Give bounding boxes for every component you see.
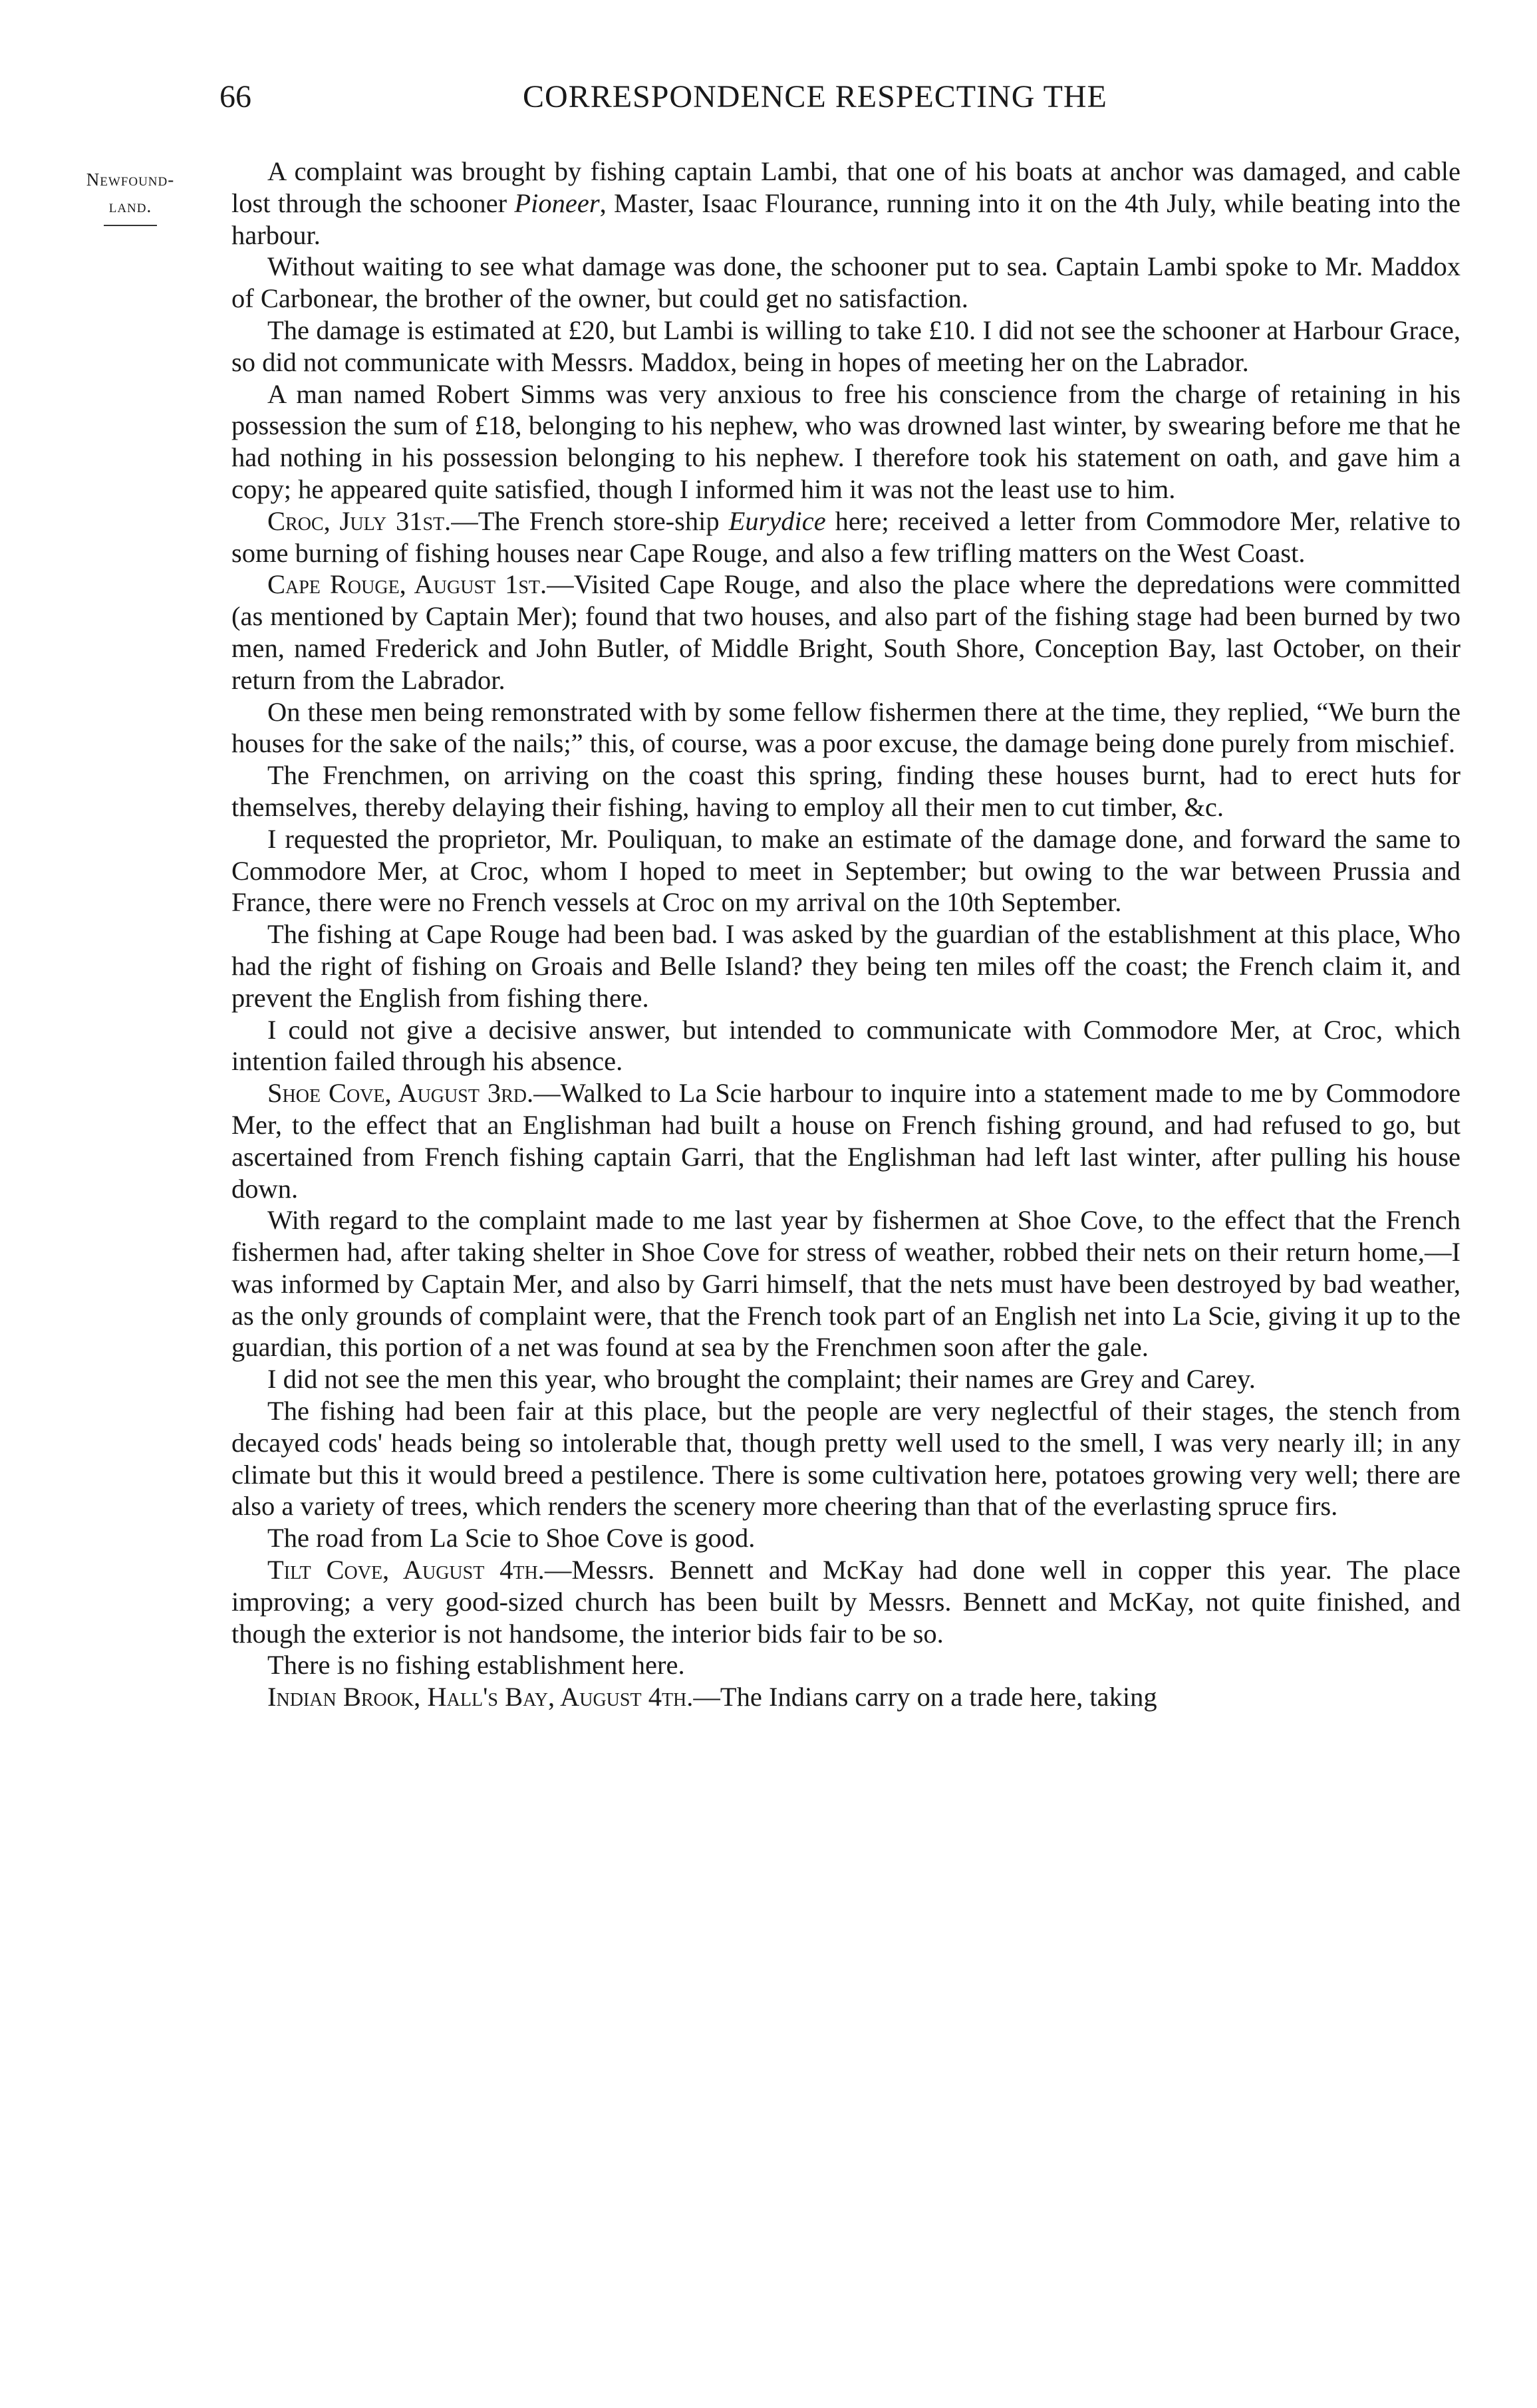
paragraph-stages: The fishing had been fair at this place, but the people are very neglectful of their stages, the stench from decayed cods' heads being so intolerable that, though pretty well used to the smell, I was very nearly ill; in any climate but this it would breed a pestilence. There is some cultivation here, potatoes growing very well; there are also a variety of trees, which renders the scenery more cheering than that of the everlasting spruce firs. [231, 1396, 1461, 1522]
place-heading: Croc, July 31st. [267, 505, 452, 536]
place-heading: Indian Brook, Hall's Bay, August 4th. [267, 1682, 694, 1712]
place-heading: Tilt Cove, August 4th. [267, 1555, 545, 1585]
paragraph-robert-simms: A man named Robert Simms was very anxious to free his conscience from the charge of retaining in his possession the sum of £18, belonging to his nephew, who was drowned last winter, by swearing before me that he had nothing in his possession belonging to his nephew. I therefore took his statement on oath, and gave him a copy; he appeared quite satisfied, though I informed him it was not the least use to him. [231, 378, 1461, 504]
paragraph-indian-brook: Indian Brook, Hall's Bay, August 4th.—The Indians carry on a trade here, taking [267, 1682, 1157, 1712]
paragraph-remonstrated: On these men being remonstrated with by some fellow fishermen there at the time, they replied, “We burn the houses for the sake of the nails;” this, of course, was a poor excuse, the damage being done purely from mischief. [231, 696, 1461, 759]
report-body [231, 156, 1461, 1713]
paragraph-estimate-request: I requested the proprietor, Mr. Pouliquan, to make an estimate of the damage done, and forward the same to Commodore Mer, at Croc, whom I hoped to meet in September; but owing to the war between Prussia and France, there were no French vessels at Croc on my arrival on the 10th September. [231, 823, 1461, 918]
running-head: CORRESPONDENCE RESPECTING THE [523, 79, 1107, 114]
margin-note-line-1: Newfound- [86, 170, 175, 190]
paragraph-shoe-cove: Shoe Cove, August 3rd.—Walked to La Scie harbour to inquire into a statement made to me by Commodore Mer, to the effect that an Englishman had built a house on French fishing ground, and had refused to go, but ascertained from French fishing captain Garri, that the Englishman had left last winter, after pulling his house down. [231, 1078, 1461, 1204]
paragraph-croc: Croc, July 31st.—The French store-ship Eurydice here; received a letter from Commodore Mer, relative to some burning of fishing houses near Cape Rouge, and also a few trifling matters on the West Coast. [231, 505, 1461, 568]
paragraph-cape-rouge: Cape Rouge, August 1st.—Visited Cape Rouge, and also the place where the depredations were committed (as mentioned by Captain Mer); found that two houses, and also part of the fishing stage had been burned by two men, named Frederick and John Butler, of Middle Bright, South Shore, Conception Bay, last October, on their return from the Labrador. [231, 569, 1461, 695]
margin-rule [104, 225, 157, 226]
paragraph-nets-complaint: With regard to the complaint made to me last year by fishermen at Shoe Cove, to the effect that the French fishermen had, after taking shelter in Shoe Cove for stress of weather, robbed their nets on their return home,—I was informed by Captain Mer, and also by Garri himself, that the nets must have been destroyed by bad weather, as the only grounds of complaint were, that the French took part of an English net into La Scie, giving it up to the guardian, this portion of a net was found at sea by the Frenchmen soon after the gale. [231, 1205, 1461, 1363]
paragraph-no-establishment: There is no fishing establishment here. [267, 1650, 685, 1680]
paragraph-tilt-cove: Tilt Cove, August 4th.—Messrs. Bennett and McKay had done well in copper this year. The place improving; a very good-sized church has been built by Messrs. Bennett and McKay, not quite finished, and though the exterior is not handsome, the interior bids fair to be so. [231, 1555, 1461, 1649]
place-heading: Cape Rouge, August 1st. [267, 569, 547, 600]
page-number: 66 [219, 79, 251, 114]
paragraph-fishing-rights: The fishing at Cape Rouge had been bad. I was asked by the guardian of the establishment at this place, Who had the right of fishing on Groais and Belle Island? they being ten miles off the coast; the French claim it, and prevent the English from fishing there. [231, 919, 1461, 1013]
paragraph-road: The road from La Scie to Shoe Cove is good. [267, 1523, 756, 1553]
margin-note [51, 166, 210, 226]
paragraph-damage-estimate: The damage is estimated at £20, but Lambi is willing to take £10. I did not see the schooner at Harbour Grace, so did not communicate with Messrs. Maddox, being in hopes of meeting her on the Labrador. [231, 315, 1461, 377]
paragraph-grey-carey: I did not see the men this year, who brought the complaint; their names are Grey and Carey. [267, 1364, 1256, 1395]
paragraph-no-answer: I could not give a decisive answer, but intended to communicate with Commodore Mer, at Croc, which intention failed through his absence. [231, 1014, 1461, 1077]
margin-note-line-2: land. [108, 196, 152, 216]
page-header [0, 78, 1537, 125]
paragraph-frenchmen-huts: The Frenchmen, on arriving on the coast this spring, finding these houses burnt, had to erect huts for themselves, thereby delaying their fishing, having to employ all their men to cut timber, &c. [231, 760, 1461, 822]
place-heading: Shoe Cove, August 3rd. [267, 1078, 534, 1109]
paragraph-schooner-left: Without waiting to see what damage was done, the schooner put to sea. Captain Lambi spoke to Mr. Maddox of Carbonear, the brother of the owner, but could get no satisfaction. [231, 251, 1461, 314]
paragraph-lambi-complaint: A complaint was brought by fishing captain Lambi, that one of his boats at anchor was damaged, and cable lost through the schooner Pioneer, Master, Isaac Flourance, running into it on the 4th July, while beating into the harbour. [231, 156, 1461, 250]
